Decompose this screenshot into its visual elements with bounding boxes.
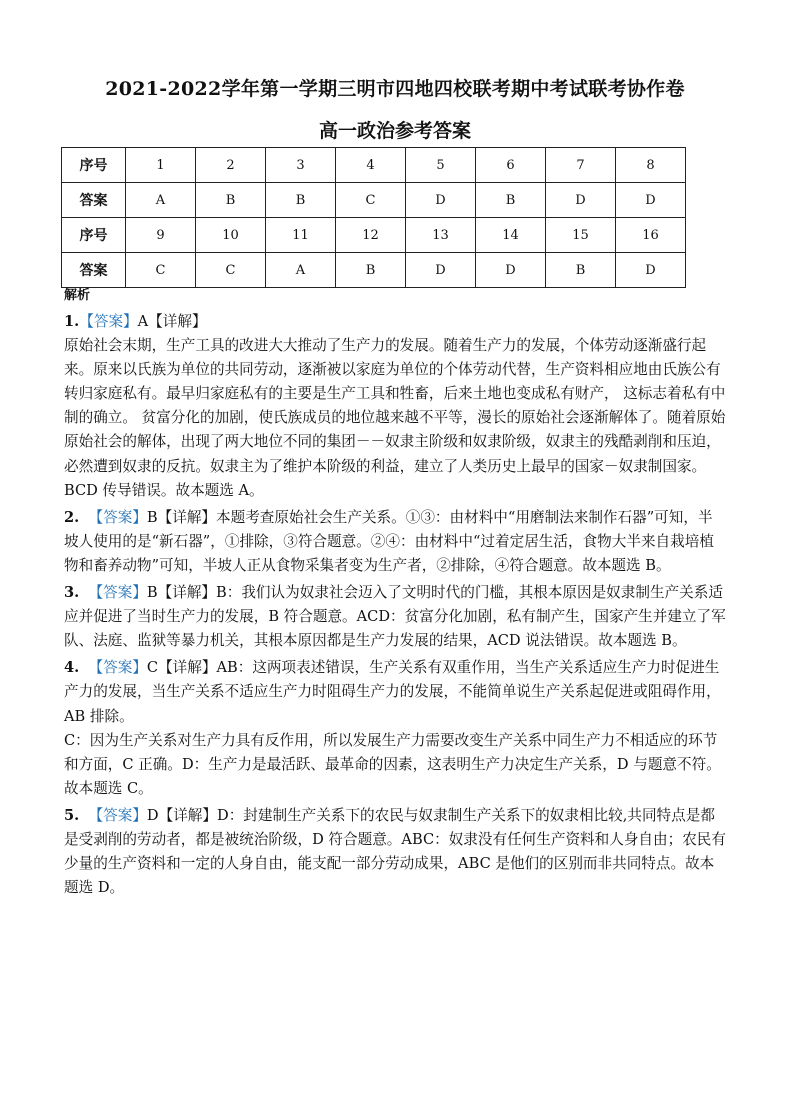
analysis-item: [64, 506, 726, 578]
question-number-cell: 1: [126, 148, 196, 183]
question-number-cell: 13: [406, 218, 476, 253]
question-number-cell: 14: [476, 218, 546, 253]
item-text: C【详解】AB：这两项表述错误，生产关系有双重作用，当生产关系适应生产力时促进生产力的发展，当生产关系不适应生产力时阻碍生产力的发展，不能简单说生产关系起促进或阻碍作用，AB 排除。: [64, 659, 721, 725]
question-number-cell: 7: [546, 148, 616, 183]
answer-cell: D: [406, 183, 476, 218]
row-header: 答案: [62, 253, 126, 288]
analysis-item: [64, 804, 726, 900]
question-number-cell: 6: [476, 148, 546, 183]
item-number: 3.: [64, 584, 80, 602]
answer-tag: 【答案】: [88, 584, 147, 602]
answer-cell: B: [266, 183, 336, 218]
answer-cell: D: [616, 253, 686, 288]
answer-tag: 【答案】: [88, 806, 147, 824]
analysis-item: [64, 656, 726, 728]
question-number-cell: 15: [546, 218, 616, 253]
item-paragraph: 原始社会末期，生产工具的改进大大推动了生产力的发展。随着生产力的发展，个体劳动逐渐盛行起来。原来以氏族为单位的共同劳动，逐渐被以家庭为单位的个体劳动代替，生产资料相应地由氏族公有转归家庭私有。最早归家庭私有的主要是生产工具和牲畜，后来土地也变成私有财产， 这标志着私有中制的确立。 贫富分化的加剧，使氏族成员的地位越来越不平等，漫长的原始社会逐渐解体了。随着原始原始社会的解体，出现了两大地位不同的集团－－奴隶主阶级和奴隶阶级，奴隶主的残酷剥削和压迫，必然遭到奴隶的反抗。奴隶主为了维护本阶级的利益，建立了人类历史上最早的国家－奴隶制国家。BCD 传导错误。故本题选 A。: [64, 337, 726, 499]
item-text: A【详解】: [137, 313, 207, 330]
item-paragraph: C：因为生产关系对生产力具有反作用，所以发展生产力需要改变生产关系中同生产力不相适应的环节和方面，C 正确。D：生产力是最活跃、最革命的因素，这表明生产力决定生产关系，D 与题意不符。故本题选 C。: [64, 731, 721, 797]
answer-cell: C: [196, 253, 266, 288]
item-number: 1.: [64, 313, 80, 330]
question-number-cell: 2: [196, 148, 266, 183]
item-text: B【详解】本题考查原始社会生产关系。①③：由材料中“用磨制法来制作石器”可知，半坡人使用的是“新石器”，①排除，③符合题意。②④：由材料中“过着定居生活，食物大半来自栽培植物和畜养动物”可知，半坡人正从食物采集者变为生产者，②排除，④符合题意。故本题选 B。: [64, 508, 714, 574]
answer-cell: B: [336, 253, 406, 288]
answer-tag: 【答案】: [88, 508, 147, 526]
answer-cell: D: [476, 253, 546, 288]
answer-cell: A: [126, 183, 196, 218]
analysis-item: [64, 581, 726, 653]
question-number-cell: 11: [266, 218, 336, 253]
item-number: 4.: [64, 659, 80, 677]
item-text: D【详解】D：封建制生产关系下的农民与奴隶制生产关系下的奴隶相比较,共同特点是都是受剥削的劳动者，都是被统治阶级，D 符合题意。ABC：奴隶没有任何生产资料和人身自由；农民有少量的生产资料和一定的人身自由，能支配一部分劳动成果，ABC 是他们的区别而非共同特点。故本题选 D。: [64, 806, 726, 897]
answer-cell: D: [406, 253, 476, 288]
answer-cell: B: [546, 253, 616, 288]
answer-cell: B: [196, 183, 266, 218]
item-text: B【详解】B：我们认为奴隶社会迈入了文明时代的门槛，其根本原因是奴隶制生产关系适应并促进了当时生产力的发展，B 符合题意。ACD：贫富分化加剧，私有制产生，国家产生并建立了军队、法庭、监狱等暴力机关，其根本原因都是生产力发展的结果，ACD 说法错误。故本题选 B。: [64, 584, 726, 650]
question-number-cell: 9: [126, 218, 196, 253]
table-row: [62, 253, 686, 288]
question-number-cell: 16: [616, 218, 686, 253]
answer-tag: 【答案】: [79, 313, 138, 330]
item-number: 5.: [64, 806, 80, 824]
question-number-cell: 4: [336, 148, 406, 183]
question-number-cell: 10: [196, 218, 266, 253]
analysis-content: [64, 310, 726, 900]
page-title: 2021-2022学年第一学期三明市四地四校联考期中考试联考协作卷: [105, 78, 685, 100]
item-number: 2.: [64, 508, 80, 526]
question-number-cell: 8: [616, 148, 686, 183]
row-header: 序号: [62, 218, 126, 253]
analysis-label: 解析: [64, 288, 91, 303]
table-row: [62, 218, 686, 253]
question-number-cell: 12: [336, 218, 406, 253]
answer-table: [61, 147, 686, 288]
answer-tag: 【答案】: [88, 659, 147, 677]
answer-cell: C: [336, 183, 406, 218]
table-row: [62, 183, 686, 218]
answer-cell: A: [266, 253, 336, 288]
answer-cell: D: [616, 183, 686, 218]
question-number-cell: 5: [406, 148, 476, 183]
question-number-cell: 3: [266, 148, 336, 183]
answer-cell: D: [546, 183, 616, 218]
analysis-item: [64, 310, 726, 334]
answer-cell: B: [476, 183, 546, 218]
row-header: 答案: [62, 183, 126, 218]
answer-cell: C: [126, 253, 196, 288]
table-row: [62, 148, 686, 183]
row-header: 序号: [62, 148, 126, 183]
page-subtitle: 高一政治参考答案: [318, 120, 471, 142]
